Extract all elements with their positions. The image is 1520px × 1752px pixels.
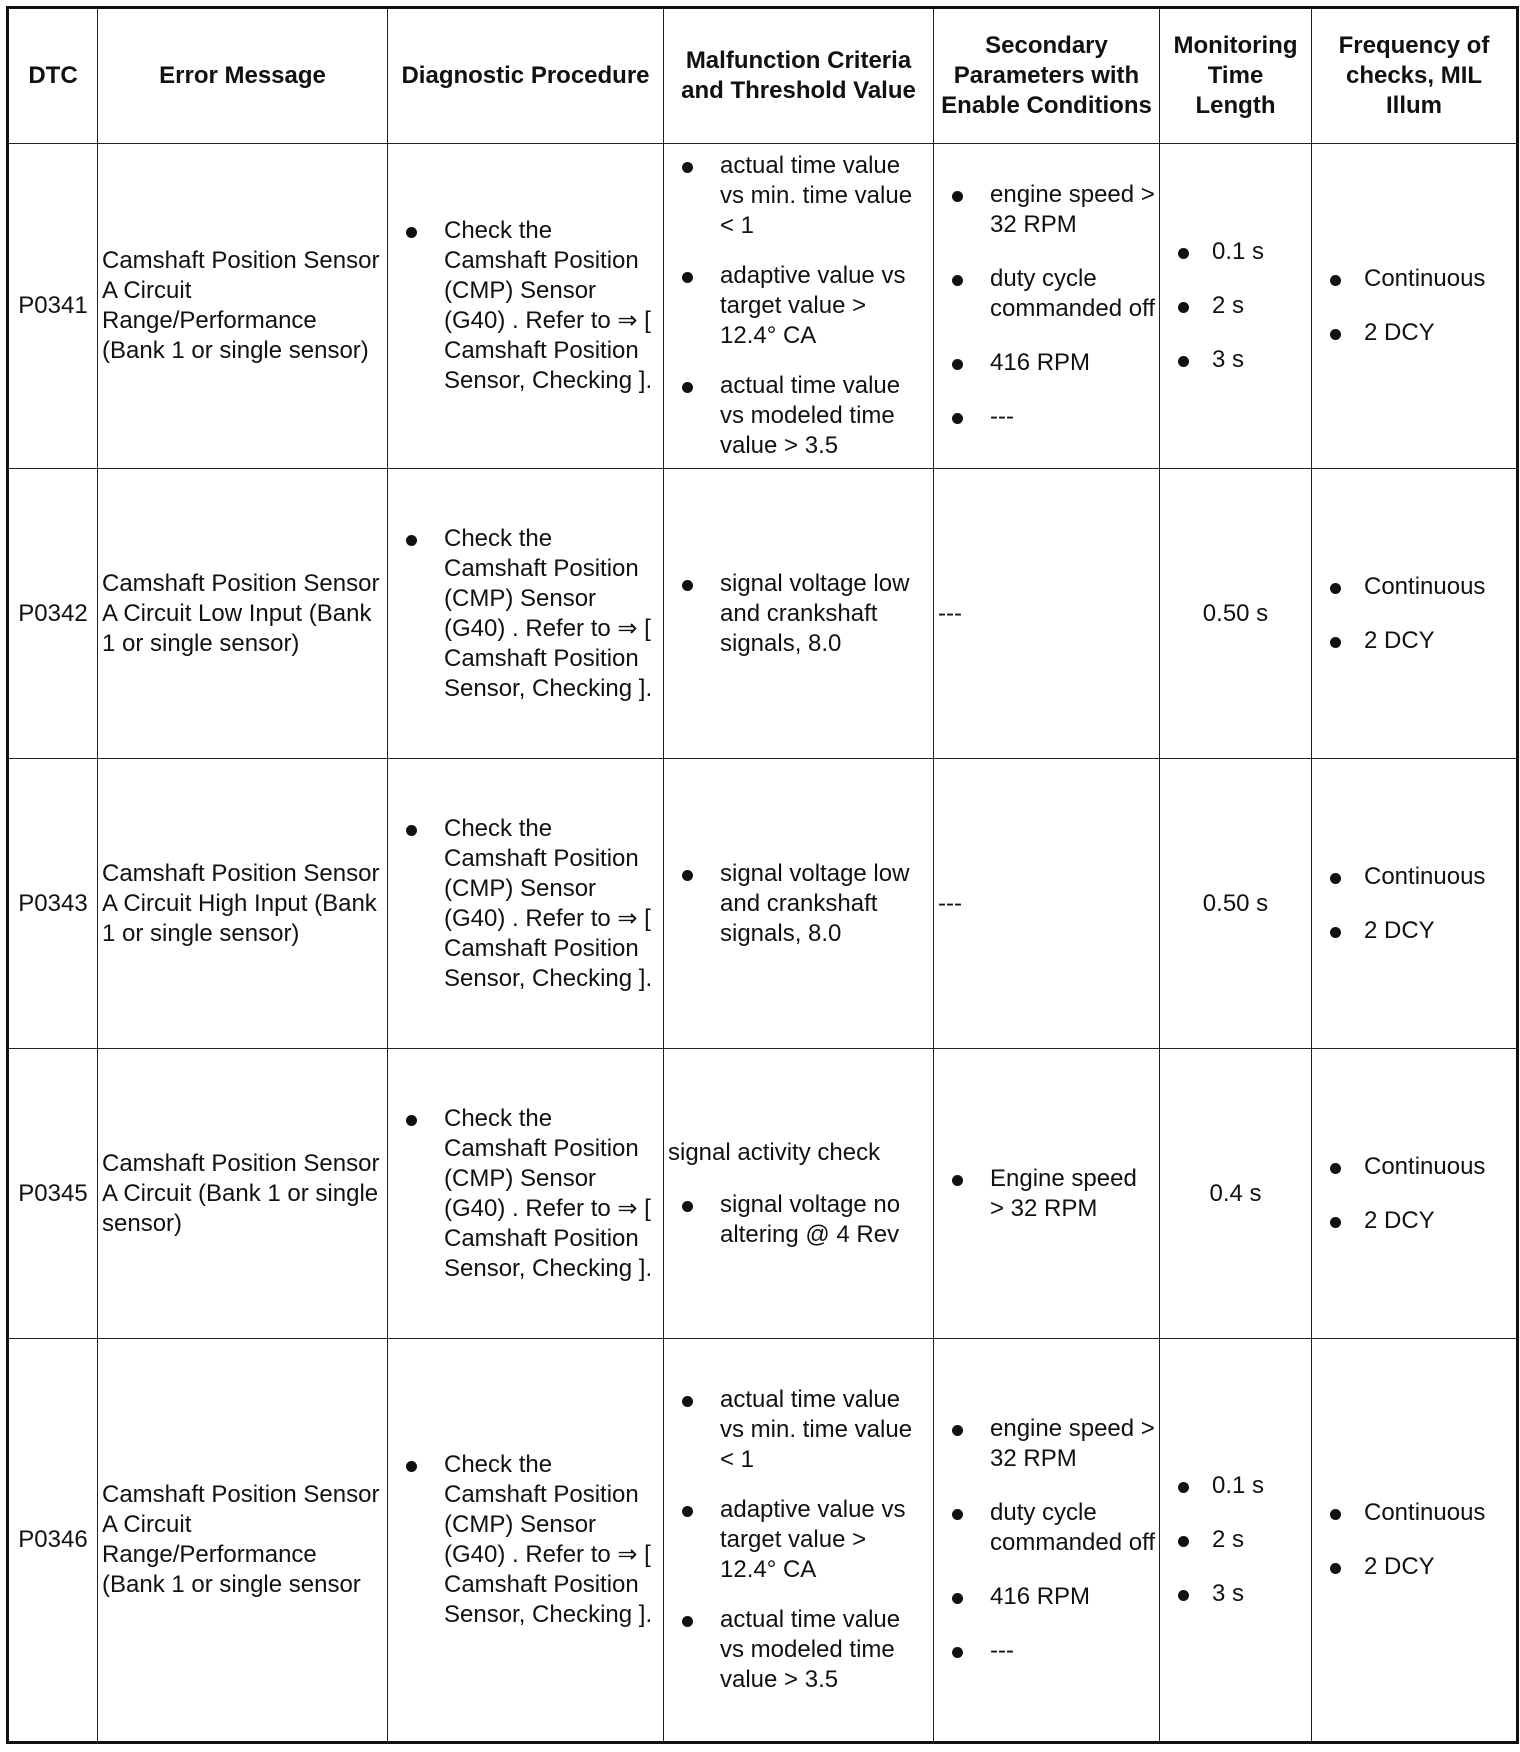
- header-dtc: DTC: [8, 8, 98, 144]
- procedure-item: Check the Camshaft Position (CMP) Sensor (G40) . Refer to ⇒ [ Camshaft Position Sensor, Checking ].: [392, 524, 659, 704]
- diagnostic-procedure: [388, 144, 664, 469]
- error-message: Camshaft Position Sensor A Circuit Low Input (Bank 1 or single sensor): [98, 469, 388, 759]
- procedure-item: Check the Camshaft Position (CMP) Sensor (G40) . Refer to ⇒ [ Camshaft Position Sensor, Checking ].: [392, 216, 659, 396]
- procedure-item: Check the Camshaft Position (CMP) Sensor (G40) . Refer to ⇒ [ Camshaft Position Sensor, Checking ].: [392, 1450, 659, 1630]
- header-error-message: Error Message: [98, 8, 388, 144]
- secondary-item: 416 RPM: [938, 1582, 1155, 1612]
- secondary-parameters: [934, 1339, 1160, 1743]
- criteria-item: actual time value vs min. time value < 1: [668, 151, 929, 241]
- frequency-item: 2 DCY: [1316, 1552, 1512, 1582]
- criteria-intro: signal activity check: [668, 1138, 881, 1166]
- monitoring-time: 0.4 s: [1160, 1049, 1312, 1339]
- criteria-item: actual time value vs modeled time value > 3.5: [668, 371, 929, 461]
- secondary-parameters: ---: [934, 469, 1160, 759]
- frequency-mil: [1312, 1049, 1518, 1339]
- monitoring-time: 0.50 s: [1160, 469, 1312, 759]
- frequency-item: Continuous: [1316, 862, 1512, 892]
- table-row: [8, 1049, 1518, 1339]
- diagnostic-procedure: [388, 1339, 664, 1743]
- criteria-item: signal voltage low and crankshaft signals, 8.0: [668, 569, 929, 659]
- monitoring-item: 2 s: [1164, 1525, 1307, 1555]
- malfunction-criteria: [664, 1049, 934, 1339]
- diagnostic-procedure: [388, 759, 664, 1049]
- procedure-item: Check the Camshaft Position (CMP) Sensor (G40) . Refer to ⇒ [ Camshaft Position Sensor, Checking ].: [392, 814, 659, 994]
- secondary-item: duty cycle commanded off: [938, 264, 1155, 324]
- secondary-item: ---: [938, 1636, 1155, 1666]
- secondary-item: ---: [938, 402, 1155, 432]
- dtc-code: P0345: [8, 1049, 98, 1339]
- header-monitoring-time: Monitoring Time Length: [1160, 8, 1312, 144]
- secondary-parameters: [934, 1049, 1160, 1339]
- header-row: [8, 8, 1518, 144]
- error-message: Camshaft Position Sensor A Circuit High Input (Bank 1 or single sensor): [98, 759, 388, 1049]
- frequency-item: 2 DCY: [1316, 916, 1512, 946]
- table-row: [8, 144, 1518, 469]
- monitoring-item: 0.1 s: [1164, 1471, 1307, 1501]
- monitoring-item: 2 s: [1164, 291, 1307, 321]
- table-row: [8, 1339, 1518, 1743]
- frequency-item: Continuous: [1316, 1498, 1512, 1528]
- diagnostic-procedure: [388, 1049, 664, 1339]
- dtc-code: P0343: [8, 759, 98, 1049]
- frequency-item: Continuous: [1316, 572, 1512, 602]
- table-row: [8, 759, 1518, 1049]
- criteria-item: actual time value vs min. time value < 1: [668, 1385, 929, 1475]
- secondary-item: 416 RPM: [938, 348, 1155, 378]
- criteria-item: adaptive value vs target value > 12.4° CA: [668, 261, 929, 351]
- dtc-code: P0346: [8, 1339, 98, 1743]
- monitoring-time: [1160, 144, 1312, 469]
- header-diagnostic-procedure: Diagnostic Procedure: [388, 8, 664, 144]
- diagnostic-procedure: [388, 469, 664, 759]
- malfunction-criteria: [664, 144, 934, 469]
- monitoring-time: 0.50 s: [1160, 759, 1312, 1049]
- secondary-parameters: ---: [934, 759, 1160, 1049]
- monitoring-item: 3 s: [1164, 345, 1307, 375]
- frequency-mil: [1312, 469, 1518, 759]
- monitoring-item: 0.1 s: [1164, 237, 1307, 267]
- table-row: [8, 469, 1518, 759]
- error-message: Camshaft Position Sensor A Circuit (Bank 1 or single sensor): [98, 1049, 388, 1339]
- procedure-item: Check the Camshaft Position (CMP) Sensor (G40) . Refer to ⇒ [ Camshaft Position Sensor, Checking ].: [392, 1104, 659, 1284]
- error-message: Camshaft Position Sensor A Circuit Range/Performance (Bank 1 or single sensor): [98, 144, 388, 469]
- secondary-item: engine speed > 32 RPM: [938, 1414, 1155, 1474]
- error-message: Camshaft Position Sensor A Circuit Range/Performance (Bank 1 or single sensor: [98, 1339, 388, 1743]
- header-frequency: Frequency of checks, MIL Illum: [1312, 8, 1518, 144]
- secondary-item: Engine speed > 32 RPM: [938, 1164, 1155, 1224]
- frequency-item: 2 DCY: [1316, 318, 1512, 348]
- criteria-item: signal voltage no altering @ 4 Rev: [668, 1190, 929, 1250]
- monitoring-item: 3 s: [1164, 1579, 1307, 1609]
- dtc-code: P0342: [8, 469, 98, 759]
- frequency-mil: [1312, 1339, 1518, 1743]
- malfunction-criteria: [664, 1339, 934, 1743]
- criteria-item: adaptive value vs target value > 12.4° CA: [668, 1495, 929, 1585]
- frequency-item: 2 DCY: [1316, 626, 1512, 656]
- secondary-item: engine speed > 32 RPM: [938, 180, 1155, 240]
- frequency-item: Continuous: [1316, 264, 1512, 294]
- malfunction-criteria: [664, 469, 934, 759]
- criteria-item: signal voltage low and crankshaft signals, 8.0: [668, 859, 929, 949]
- malfunction-criteria: [664, 759, 934, 1049]
- header-secondary-parameters: Secondary Parameters with Enable Conditions: [934, 8, 1160, 144]
- header-malfunction-criteria: Malfunction Criteria and Threshold Value: [664, 8, 934, 144]
- frequency-item: Continuous: [1316, 1152, 1512, 1182]
- frequency-item: 2 DCY: [1316, 1206, 1512, 1236]
- criteria-item: actual time value vs modeled time value > 3.5: [668, 1605, 929, 1695]
- frequency-mil: [1312, 144, 1518, 469]
- secondary-item: duty cycle commanded off: [938, 1498, 1155, 1558]
- frequency-mil: [1312, 759, 1518, 1049]
- monitoring-time: [1160, 1339, 1312, 1743]
- dtc-table: [6, 6, 1519, 1744]
- secondary-parameters: [934, 144, 1160, 469]
- dtc-code: P0341: [8, 144, 98, 469]
